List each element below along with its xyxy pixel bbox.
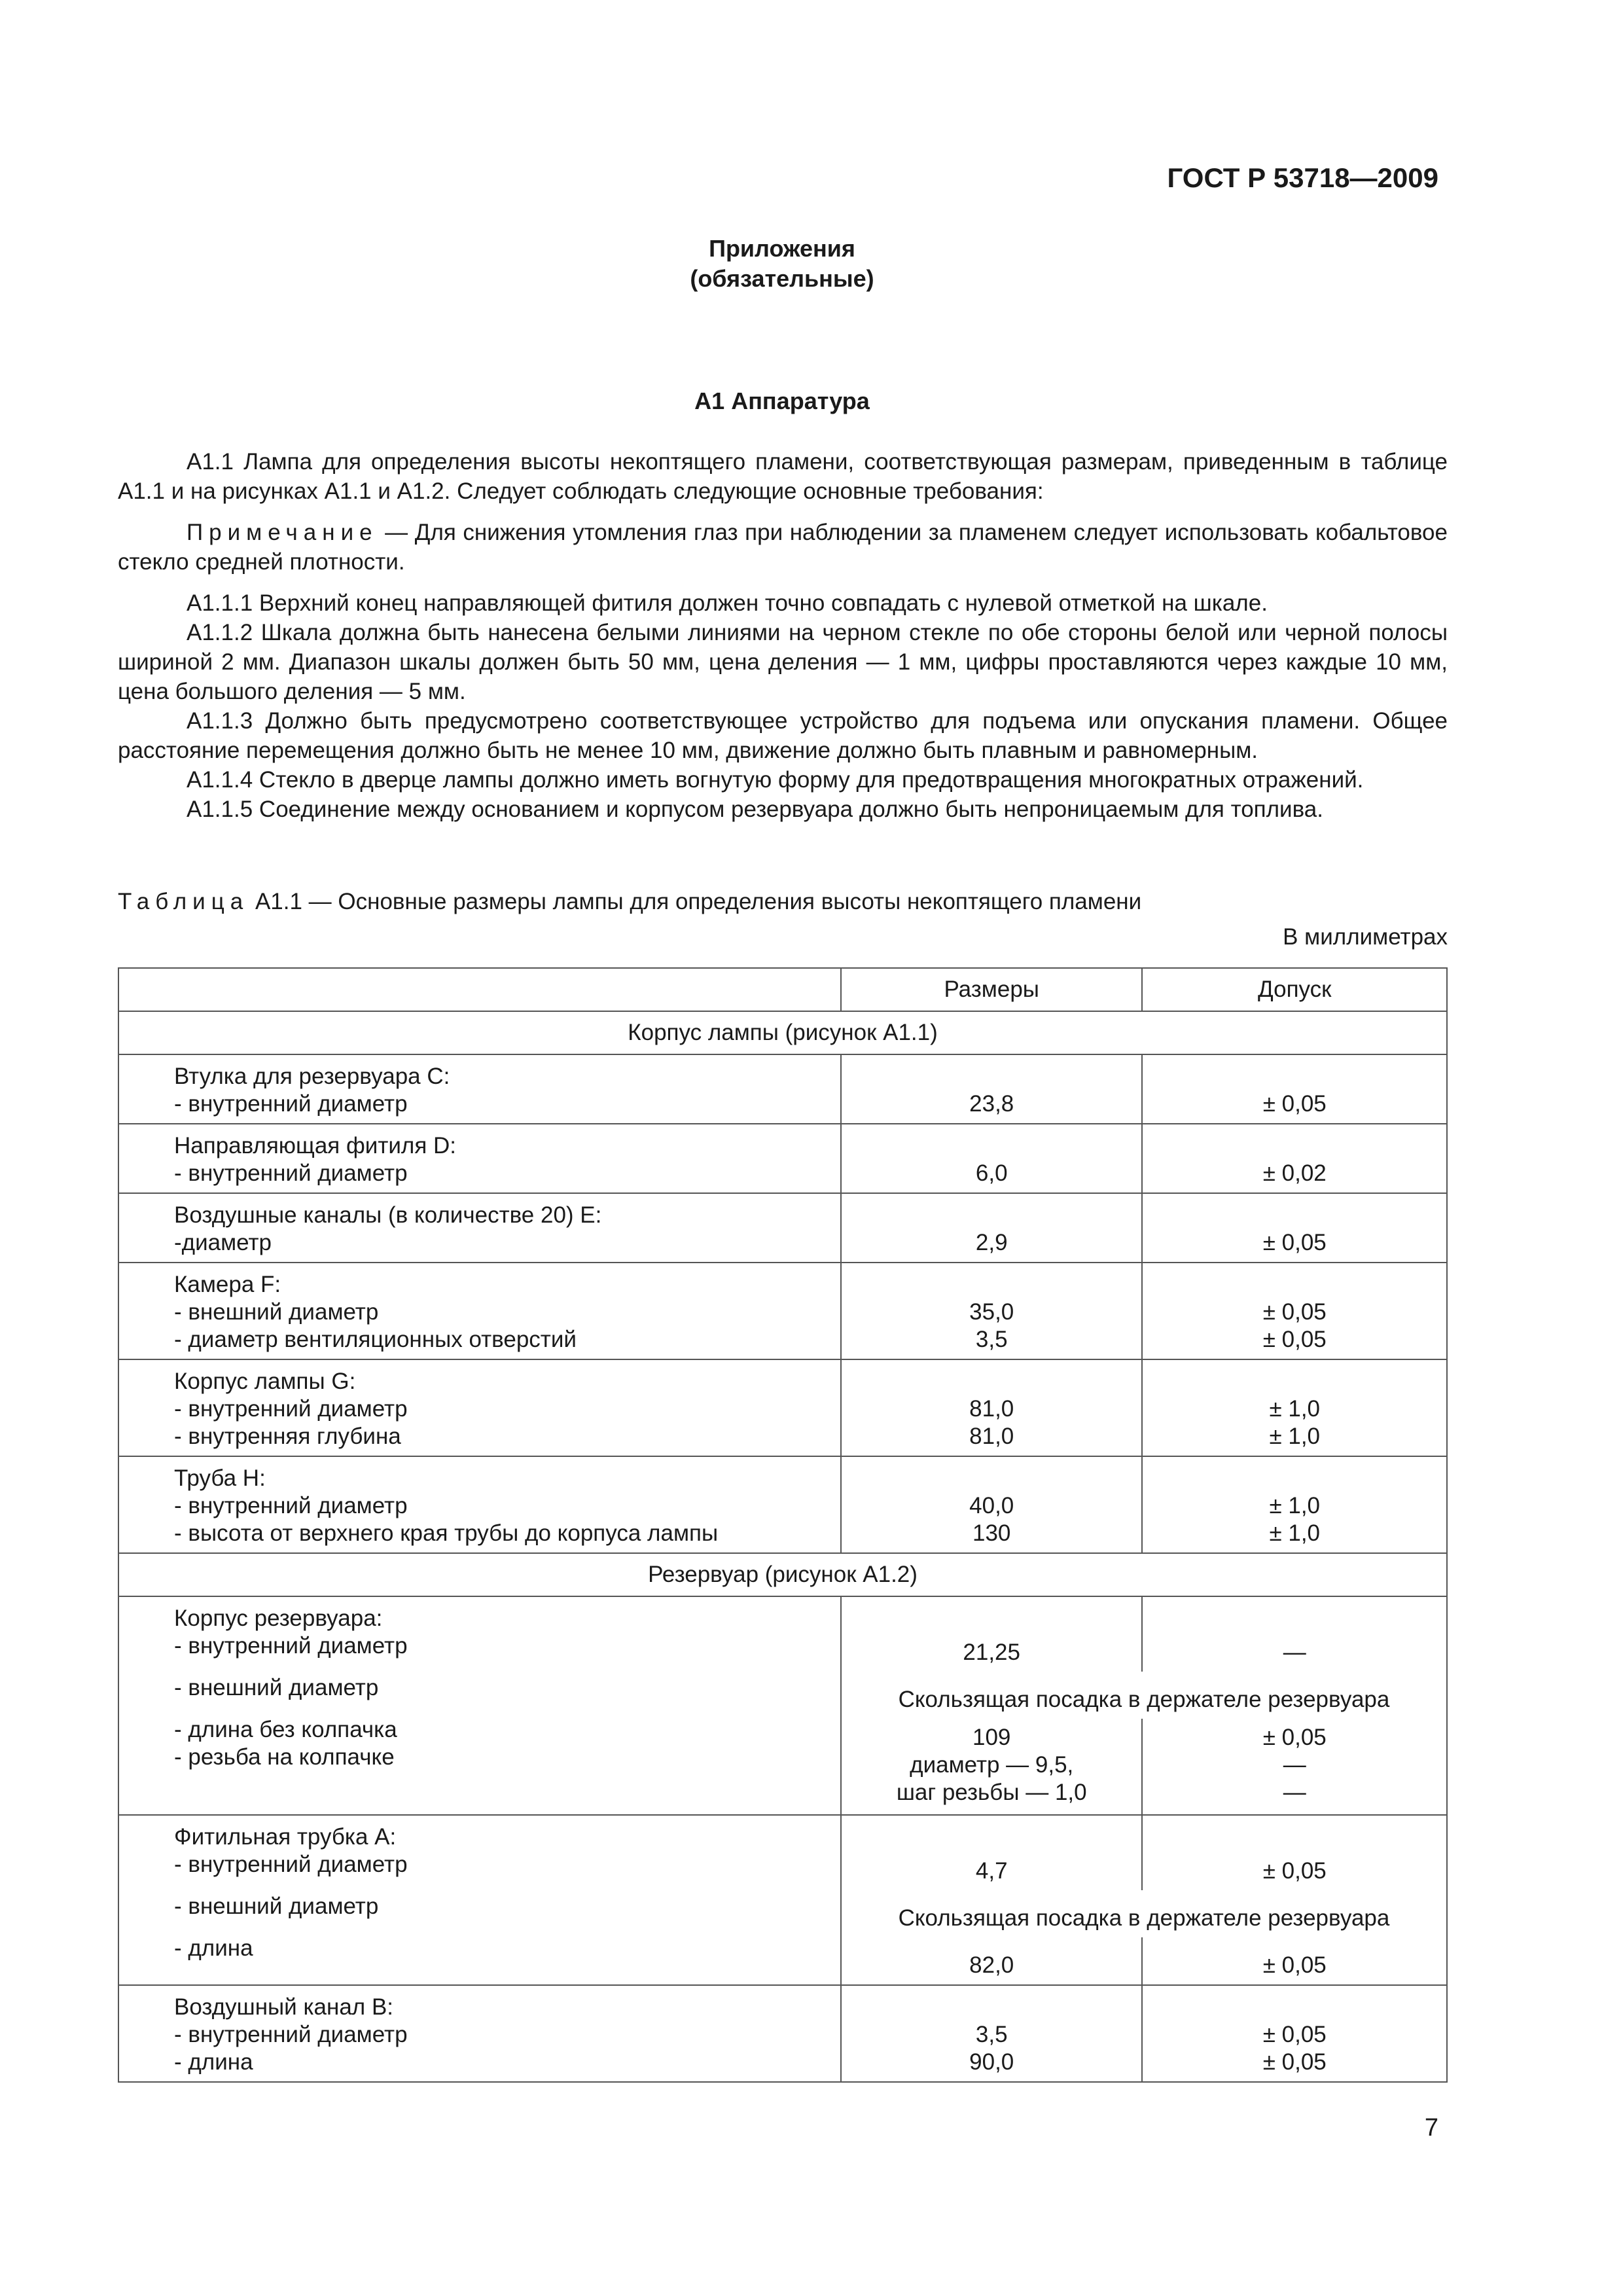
row-name: Корпус лампы G: — [174, 1369, 356, 1394]
row-name: Втулка для резервуара С: — [174, 1064, 450, 1089]
table-row — [118, 1359, 1447, 1456]
row-name: - длина — [174, 1935, 253, 1961]
row-tolerance: ± 1,0 — [1269, 1493, 1321, 1518]
row-name: - внутренний диаметр — [174, 1493, 408, 1518]
row-tolerance: ± 1,0 — [1269, 1396, 1321, 1422]
row-tolerance: ± 0,05 — [1262, 2022, 1327, 2047]
table-caption-label: Таблица — [118, 889, 249, 914]
appendix-subtitle: (обязательные) — [690, 265, 874, 292]
body-text — [118, 447, 1448, 824]
row-value: 3,5 — [975, 2022, 1008, 2047]
row-tolerance: ± 0,05 — [1262, 2049, 1327, 2075]
note-paragraph — [118, 518, 1448, 577]
header-sizes: Размеры — [841, 968, 1143, 1011]
row-value: 6,0 — [975, 1160, 1008, 1186]
row-name: - внешний диаметр — [174, 1675, 379, 1700]
row-tolerance: ± 0,02 — [1262, 1160, 1327, 1186]
row-name: - длина без колпачка — [174, 1717, 397, 1742]
row-value: диаметр — 9,5, — [910, 1752, 1074, 1778]
row-tolerance: ± 0,05 — [1262, 1327, 1327, 1352]
table-row — [118, 1985, 1447, 2082]
row-name: - внешний диаметр — [174, 1893, 379, 1919]
row-value: 90,0 — [969, 2049, 1014, 2075]
row-value: 81,0 — [969, 1396, 1014, 1422]
page-number: 7 — [1424, 2114, 1438, 2142]
row-name: - внутренняя глубина — [174, 1424, 401, 1449]
row-name: Камера F: — [174, 1272, 281, 1297]
note-text: — Для снижения утомления глаз при наблюдении за пламенем следует использовать кобальтовое стекло средней плотности. — [118, 520, 1448, 575]
table-caption — [118, 889, 1141, 915]
row-name: - внутренний диаметр — [174, 1633, 408, 1659]
row-tolerance: ± 1,0 — [1269, 1424, 1321, 1449]
row-name: Воздушный канал В: — [174, 1994, 394, 2020]
row-name: - высота от верхнего края трубы до корпуса лампы — [174, 1520, 719, 1546]
row-value: 109 — [972, 1725, 1011, 1750]
row-tolerance: — — [1283, 1752, 1306, 1778]
header-empty — [118, 968, 841, 1011]
row-value: 4,7 — [975, 1858, 1008, 1884]
paragraph-a1-1-3: А1.1.3 Должно быть предусмотрено соответствующее устройство для подъема или опускания пламени. Общее расстояние перемещения должно быть не менее 10 мм, движение должно быть плавным и равномерным. — [118, 708, 1448, 763]
appendix-title: Приложения — [709, 235, 855, 262]
table-row — [118, 1054, 1447, 1124]
row-name: - внешний диаметр — [174, 1299, 379, 1325]
row-value: 81,0 — [969, 1424, 1014, 1449]
table-row — [118, 1124, 1447, 1193]
row-name: - внутренний диаметр — [174, 1160, 408, 1186]
row-span-note: Скользящая посадка в держателе резервуара — [841, 1890, 1447, 1937]
paragraph-a1-1: А1.1 Лампа для определения высоты некоптящего пламени, соответствующая размерам, приведенным в таблице А1.1 и на рисунках А1.1 и А1.2. Следует соблюдать следующие основные требования: — [118, 449, 1448, 504]
row-value: 2,9 — [975, 1230, 1008, 1255]
row-name: -диаметр — [174, 1230, 272, 1255]
section-title: А1 Аппаратура — [694, 387, 870, 414]
row-name: Воздушные каналы (в количестве 20) E: — [174, 1202, 602, 1228]
row-value: 35,0 — [969, 1299, 1014, 1325]
row-value: шаг резьбы — 1,0 — [896, 1780, 1087, 1805]
table-row — [118, 1263, 1447, 1359]
row-value: 23,8 — [969, 1091, 1014, 1117]
row-tolerance: ± 0,05 — [1262, 1299, 1327, 1325]
row-span-note: Скользящая посадка в держателе резервуара — [841, 1672, 1447, 1719]
row-tolerance: ± 1,0 — [1269, 1520, 1321, 1546]
paragraph-a1-1-1: А1.1.1 Верхний конец направляющей фитиля должен точно совпадать с нулевой отметкой на шкале. — [187, 590, 1268, 616]
table-caption-text: А1.1 — Основные размеры лампы для определения высоты некоптящего пламени — [249, 889, 1142, 914]
paragraph-a1-1-4: А1.1.4 Стекло в дверце лампы должно иметь вогнутую форму для предотвращения многократных отражений. — [187, 767, 1364, 793]
table-section-row — [118, 1011, 1447, 1054]
row-value: 130 — [972, 1520, 1011, 1546]
dimensions-table — [118, 967, 1448, 2083]
table-row — [118, 1596, 1447, 1672]
standard-number: ГОСТ Р 53718—2009 — [1167, 162, 1438, 193]
row-tolerance: ± 0,05 — [1262, 1091, 1327, 1117]
table-row — [118, 1456, 1447, 1553]
table-section-row — [118, 1553, 1447, 1596]
row-tolerance: ± 0,05 — [1262, 1952, 1327, 1978]
row-name: - внутренний диаметр — [174, 1396, 408, 1422]
row-name: - резьба на колпачке — [174, 1744, 395, 1770]
row-name: Фитильная трубка А: — [174, 1824, 397, 1850]
row-tolerance: — — [1283, 1640, 1306, 1665]
row-value: 40,0 — [969, 1493, 1014, 1518]
row-tolerance: ± 0,05 — [1262, 1858, 1327, 1884]
row-name: - внутренний диаметр — [174, 1091, 408, 1117]
table-row — [118, 1193, 1447, 1263]
paragraph-a1-1-5: А1.1.5 Соединение между основанием и корпусом резервуара должно быть непроницаемым для топлива. — [187, 797, 1323, 822]
row-tolerance: ± 0,05 — [1262, 1230, 1327, 1255]
section-reservoir: Резервуар (рисунок А1.2) — [118, 1553, 1447, 1596]
row-tolerance: — — [1283, 1780, 1306, 1805]
header-tolerance: Допуск — [1142, 968, 1447, 1011]
row-name: - диаметр вентиляционных отверстий — [174, 1327, 577, 1352]
row-tolerance: ± 0,05 — [1262, 1725, 1327, 1750]
table-row — [118, 1815, 1447, 1890]
row-value: 82,0 — [969, 1952, 1014, 1978]
row-name: - внутренний диаметр — [174, 2022, 408, 2047]
row-name: - внутренний диаметр — [174, 1852, 408, 1877]
row-value: 21,25 — [963, 1640, 1020, 1665]
table-units: В миллиметрах — [1283, 924, 1448, 950]
row-name: Труба Н: — [174, 1465, 266, 1491]
appendix-heading — [0, 234, 1564, 294]
section-lamp-body: Корпус лампы (рисунок А1.1) — [118, 1011, 1447, 1054]
row-name: Направляющая фитиля D: — [174, 1133, 457, 1158]
note-label: Примечание — [187, 520, 378, 545]
row-value: 3,5 — [975, 1327, 1008, 1352]
paragraph-a1-1-2: А1.1.2 Шкала должна быть нанесена белыми линиями на черном стекле по обе стороны белой или черной полосы шириной 2 мм. Диапазон шкалы должен быть 50 мм, цена деления — 1 мм, цифры проставляются через каждые 10 мм, цена большого деления — 5 мм. — [118, 620, 1448, 704]
row-name: - длина — [174, 2049, 253, 2075]
table-header-row — [118, 968, 1447, 1011]
row-name: Корпус резервуара: — [174, 1605, 383, 1631]
